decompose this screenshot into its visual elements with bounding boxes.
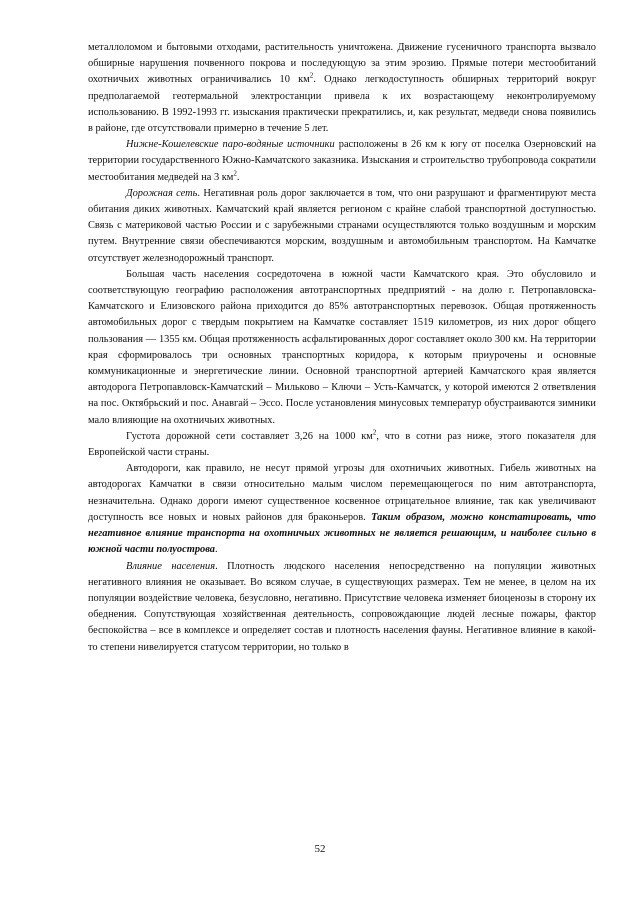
conclusion-bold-italic: Таким образом, можно констатировать, что негативное влияние транспорта на охотничьих животных не является решающим, и наиболее сильно в южной части полуострова <box>88 511 596 556</box>
superscript: 2 <box>309 71 314 80</box>
paragraph-3 <box>88 186 596 267</box>
paragraph-heading-italic: Влияние населения <box>126 560 216 572</box>
paragraph-text: . <box>214 544 218 556</box>
paragraph-text: . Плотность людского населения непосредственно на популяции животных негативного влияния не оказывает. Во всяком случае, в существующих размерах. Тем не менее, в целом на их популяции воздействие человека, безусловно, негативно. Присутствие человека изменяет биоценозы в сторону их обеднения. Сопутствующая хозяйственная деятельность, сопровождающие людей лесные пожары, фактор беспокойства – все в комплексе и определяет состав и плотность населения фауны. Негативное влияние в какой-то степени нивелируется статусом территории, но только в <box>88 560 596 653</box>
paragraph-text: . Негативная роль дорог заключается в том, что они разрушают и фрагментируют места обитания диких животных. Камчатский край является регионом с крайне слабой транспортной доступностью. Связь с материковой частью России и с зарубежными странами осуществляются только воздушным и морским путем. Внутренние связи обеспечиваются морским, воздушным и автомобильным транспортом. На Камчатке отсутствует железнодорожный транспорт. <box>88 187 597 264</box>
paragraph-1 <box>88 40 596 137</box>
paragraph-5 <box>88 429 596 461</box>
paragraph-6 <box>88 461 596 558</box>
superscript: 2 <box>372 428 377 437</box>
paragraph-heading-italic: Нижне-Кошелевские паро-водяные источники <box>126 139 335 151</box>
paragraph-text: Автодороги, как правило, не несут прямой угрозы для охотничьих животных. Гибель животных на автодорогах Камчатки в связи относительно малым числом перемещающегося по ним автотранспорта, незначительна. Однако дороги имеют существенное косвенное отрицательное влияние, так как увеличивают доступность все новых и новых районов для браконьеров. <box>88 463 596 523</box>
paragraph-text: . Однако легкодоступность обширных территорий вокруг предполагаемой геотермальной электростанции привела к их возрастающему неконтролируемому использованию. В 1992-1993 гг. изыскания практически прекратились, и, как результат, медведи снова появились в районе, где отсутствовали примерно в течение 5 лет. <box>88 74 596 135</box>
paragraph-heading-italic: Дорожная сеть <box>126 187 198 199</box>
document-body <box>88 40 596 656</box>
paragraph-text: Большая часть населения сосредоточена в южной части Камчатского края. Это обусловило и соответствующую географию расположения автотранспортных предприятий - на долю г. Петропавловска-Камчатского и Елизовского района приходится до 85% автотранспортных перевозок. Общая протяженность автомобильных дорог с твердым покрытием на Камчатке составляет 1519 километров, из них дорог общего пользования — 1355 км. Общая протяженность асфальтированных дорог составляет около 300 км. На территории края сформировалось три основных транспортных коридора, к которым приурочены и основные коммуникационные и энергетические линии. Основной транспортной артерией Камчатского края является автодорога Петропавловск-Камчатский – Мильково – Ключи – Усть-Камчатск, у которой имеются 2 ответвления на пос. Октябрьский и пос. Анавгай – Эссо. После установления минусовых температур обустраиваются зимники мало влияющие на охотничьих животных. <box>88 268 596 426</box>
paragraph-4 <box>88 267 596 429</box>
paragraph-text: металлоломом и бытовыми отходами, растительность уничтожена. Движение гусеничного транспорта вызвало обширные нарушения почвенного покрова и последующую за этим эрозию. Прямые потери местообитаний охотничьих животных ограничивались 10 км <box>88 42 596 86</box>
paragraph-text: Густота дорожной сети составляет 3,26 на 1000 км <box>126 430 373 442</box>
paragraph-text: , что в сотни раз ниже, этого показателя для Европейской части страны. <box>88 430 596 459</box>
paragraph-text: . <box>236 171 240 183</box>
paragraph-7 <box>88 559 596 656</box>
page-number: 52 <box>314 843 326 855</box>
paragraph-2 <box>88 137 596 186</box>
superscript: 2 <box>233 169 237 178</box>
paragraph-text: расположены в 26 км к югу от поселка Озерновский на территории государственного Южно-Камчатского заказника. Изыскания и строительство трубопровода сократили местообитания медведей на 3 км <box>88 139 596 183</box>
